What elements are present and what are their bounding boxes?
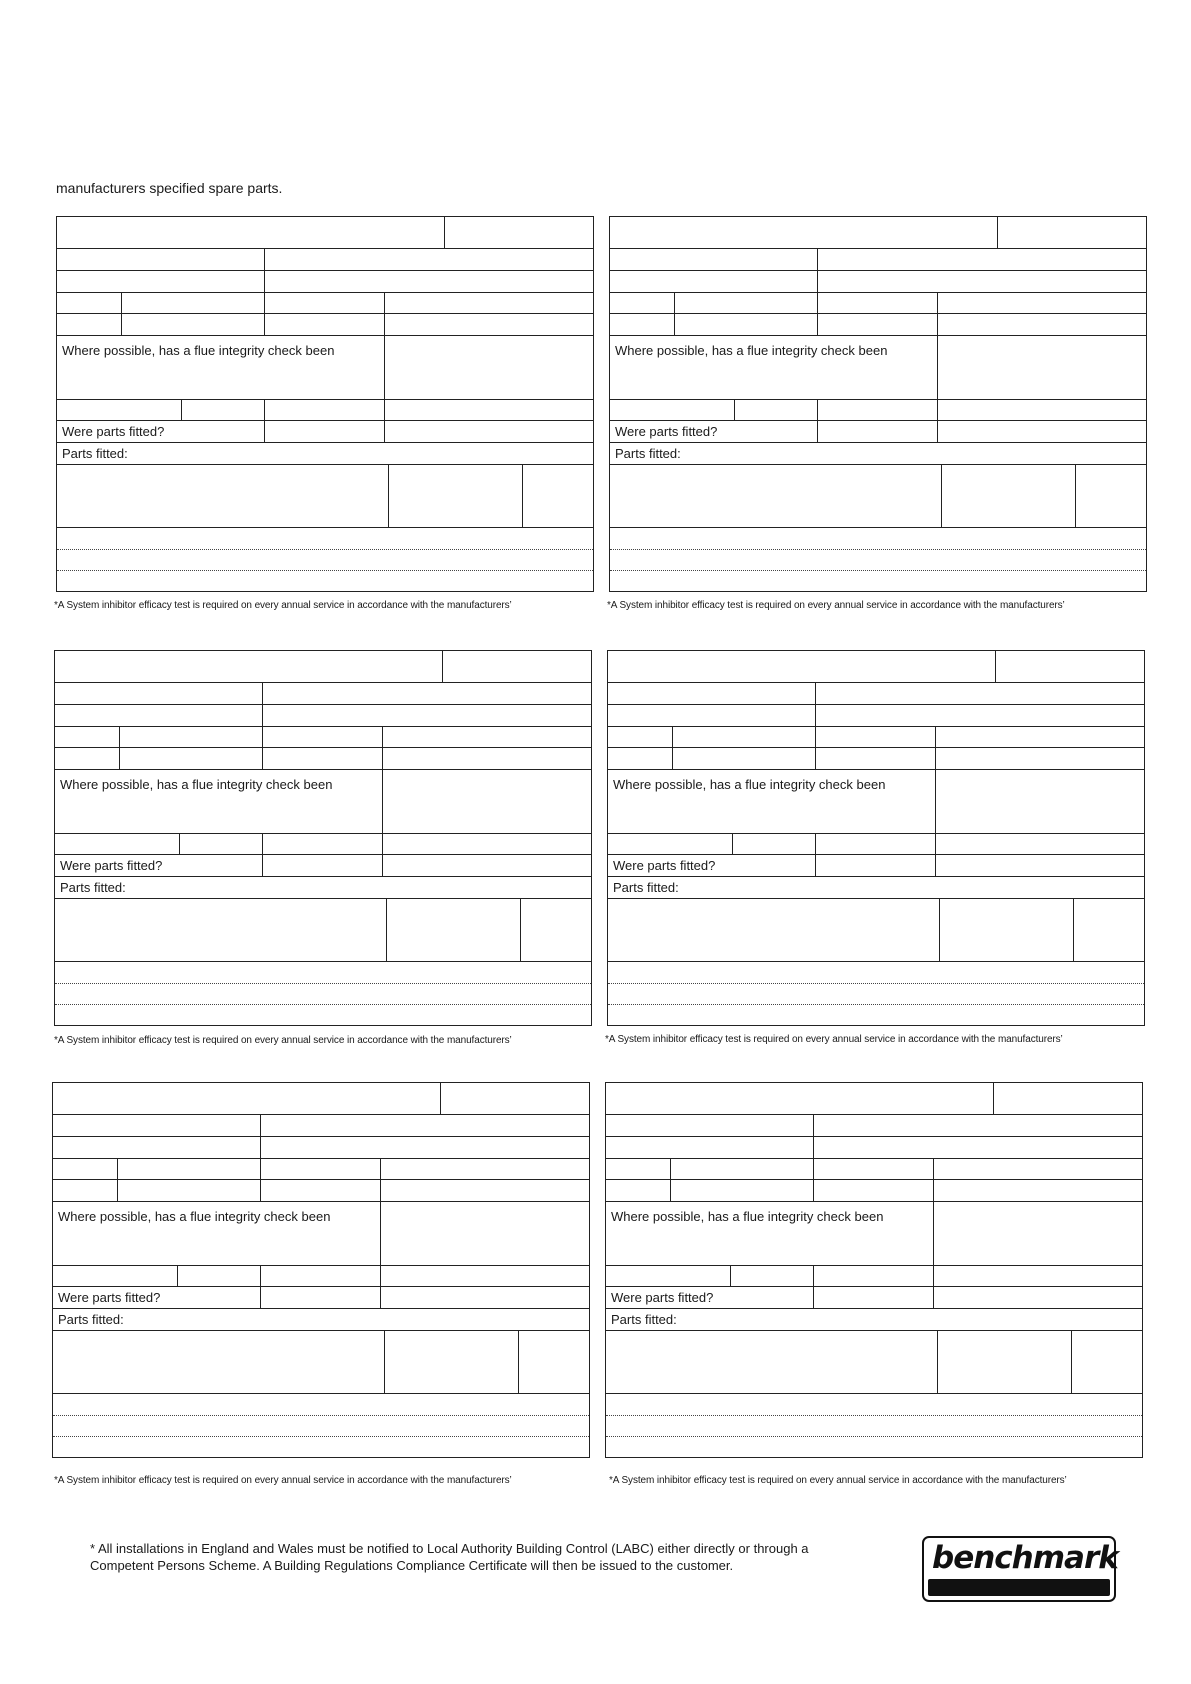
service-record-card-4 — [607, 650, 1145, 1026]
flue-check-label: Where possible, has a flue integrity check been — [58, 1209, 331, 1224]
intro-text: manufacturers specified spare parts. — [56, 180, 283, 196]
inhibitor-footnote-5: *A System inhibitor efficacy test is required on every annual service in accordance with the manufacturers’ — [54, 1475, 512, 1486]
inhibitor-footnote-6: *A System inhibitor efficacy test is required on every annual service in accordance with the manufacturers’ — [609, 1475, 1067, 1486]
flue-check-label: Where possible, has a flue integrity check been — [615, 343, 888, 358]
parts-fitted-label: Parts fitted: — [615, 446, 681, 461]
parts-fitted-label: Parts fitted: — [62, 446, 128, 461]
benchmark-logo — [922, 1536, 1116, 1602]
parts-fitted-question: Were parts fitted? — [60, 858, 163, 873]
inhibitor-footnote-1: *A System inhibitor efficacy test is required on every annual service in accordance with the manufacturers’ — [54, 600, 512, 611]
parts-fitted-label: Parts fitted: — [58, 1312, 124, 1327]
service-record-card-2 — [609, 216, 1147, 592]
parts-fitted-label: Parts fitted: — [60, 880, 126, 895]
inhibitor-footnote-4: *A System inhibitor efficacy test is required on every annual service in accordance with the manufacturers’ — [605, 1034, 1063, 1045]
parts-fitted-label: Parts fitted: — [611, 1312, 677, 1327]
benchmark-wordmark: benchmark — [932, 1540, 1118, 1576]
service-record-card-6 — [605, 1082, 1143, 1458]
logo-tagline-band — [928, 1579, 1110, 1596]
service-record-card-3 — [54, 650, 592, 1026]
parts-fitted-question: Were parts fitted? — [611, 1290, 714, 1305]
parts-fitted-question: Were parts fitted? — [58, 1290, 161, 1305]
inhibitor-footnote-2: *A System inhibitor efficacy test is required on every annual service in accordance with the manufacturers’ — [607, 600, 1065, 611]
flue-check-label: Where possible, has a flue integrity check been — [60, 777, 333, 792]
flue-check-label: Where possible, has a flue integrity check been — [62, 343, 335, 358]
parts-fitted-label: Parts fitted: — [613, 880, 679, 895]
parts-fitted-question: Were parts fitted? — [613, 858, 716, 873]
service-record-card-1 — [56, 216, 594, 592]
building-control-note: * All installations in England and Wales must be notified to Local Authority Building Control (LABC) either directly or through a Competent Persons Scheme. A Building Regulations Compliance Certificate will then be issued to the customer. — [90, 1541, 809, 1573]
inhibitor-footnote-3: *A System inhibitor efficacy test is required on every annual service in accordance with the manufacturers’ — [54, 1035, 512, 1046]
flue-check-label: Where possible, has a flue integrity check been — [613, 777, 886, 792]
parts-fitted-question: Were parts fitted? — [62, 424, 165, 439]
parts-fitted-question: Were parts fitted? — [615, 424, 718, 439]
flue-check-label: Where possible, has a flue integrity check been — [611, 1209, 884, 1224]
service-record-card-5 — [52, 1082, 590, 1458]
